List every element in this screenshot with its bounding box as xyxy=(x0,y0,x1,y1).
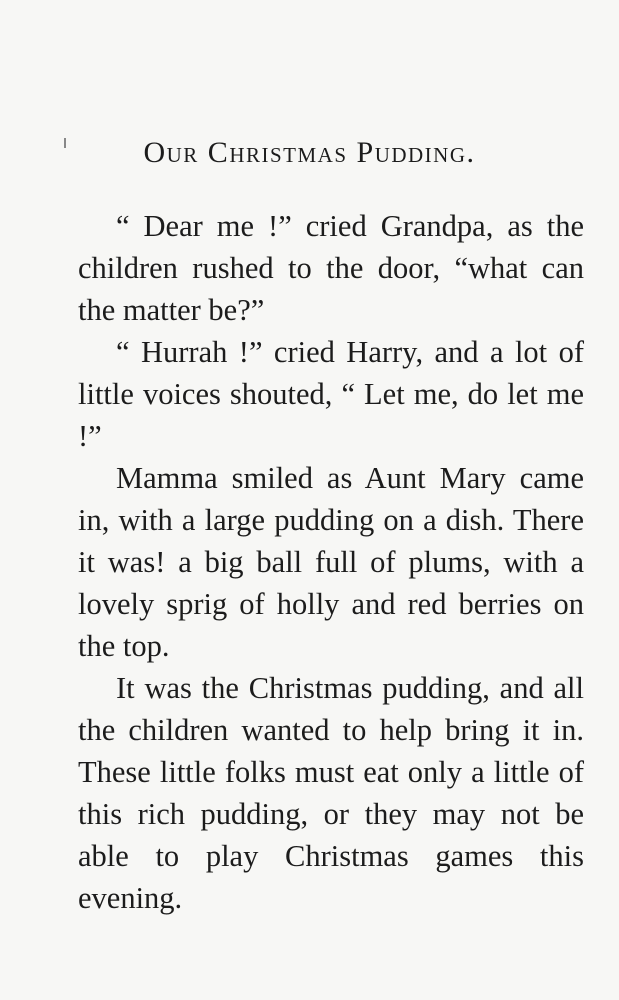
page-title: Our Christmas Pudding. xyxy=(143,136,476,169)
paragraph-3: Mamma smiled as Aunt Mary came in, with a large pudding on a dish. There it was! a big ball full of plums, with a lovely sprig of holly and red berries on the top. xyxy=(78,461,584,663)
paragraph-1: “ Dear me !” cried Grandpa, as the children rushed to the door, “what can the matter be?” xyxy=(78,209,584,327)
story-text xyxy=(78,205,584,919)
paragraph-4: It was the Christmas pudding, and all the children wanted to help bring it in. These little folks must eat only a little of this rich pudding, or they may not be able to play Christmas games this evening. xyxy=(78,671,584,915)
paragraph-2: “ Hurrah !” cried Harry, and a lot of little voices shouted, “ Let me, do let me !” xyxy=(78,335,584,453)
